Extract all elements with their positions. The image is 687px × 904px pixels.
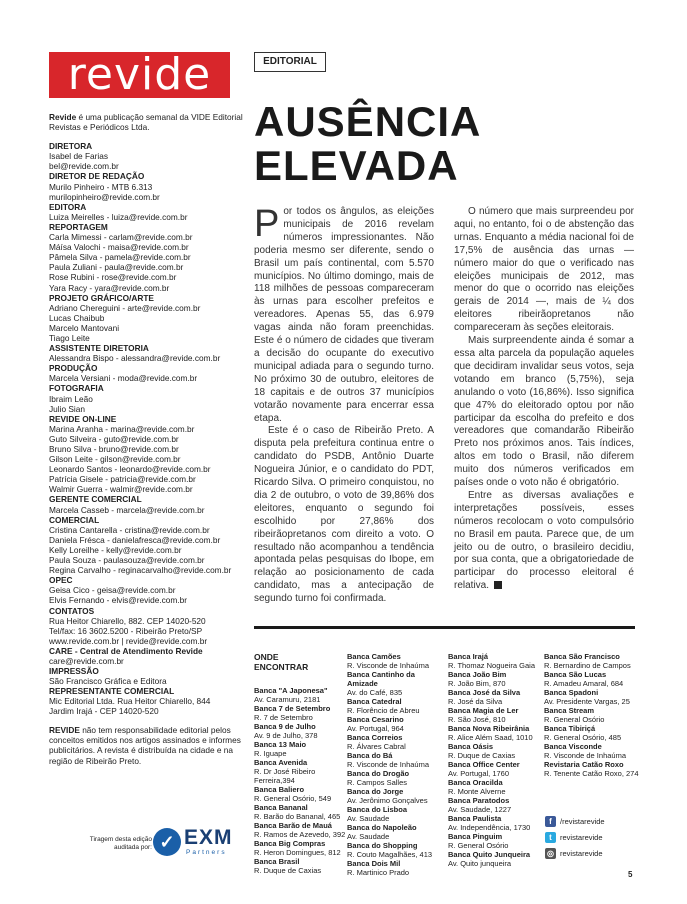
newsstand-name: Banca Office Center — [448, 760, 520, 769]
newsstand-name: Banca São Francisco — [544, 652, 620, 661]
newsstand-address: R. Álvares Cabral — [347, 742, 406, 751]
masthead-section-title: DIRETOR DE REDAÇÃO — [49, 171, 145, 182]
newsstand-name: Banca Bananal — [254, 803, 308, 812]
dropcap: P — [254, 203, 280, 245]
newsstand-name: Banca 7 de Setembro — [254, 704, 331, 713]
newsstand-address: R. Amadeu Amaral, 684 — [544, 679, 624, 688]
newsstand-name: Banca do Napoleão — [347, 823, 417, 832]
intro-name: Revide — [49, 112, 77, 122]
newsstand-address: R. Tenente Catão Roxo, 274 — [544, 769, 639, 778]
newsstand-address: R. Martinico Prado — [347, 868, 410, 877]
newsstand-name: Banca Big Compras — [254, 839, 326, 848]
masthead-line: Tel/fax: 16 3602.5200 - Ribeirão Preto/SP — [49, 625, 203, 636]
newsstand-address: R. Visconde de Inhaúma — [544, 751, 626, 760]
masthead-line[interactable]: Regina Carvalho - reginacarvalho@revide.com.br — [49, 565, 232, 576]
newsstand-address: R. Ramos de Azevedo, 392 — [254, 830, 346, 839]
headline-line-1: AUSÊNCIA — [254, 98, 482, 145]
newsstand-address: R. 7 de Setembro — [254, 713, 313, 722]
masthead-line[interactable]: Carla Mimessi - carlam@revide.com.br — [49, 232, 193, 243]
newsstand-name: Banca 13 Maio — [254, 740, 307, 749]
newsstand-column-4 — [544, 652, 644, 778]
masthead-line[interactable]: Luiza Meirelles - luiza@revide.com.br — [49, 211, 188, 222]
newsstand-name: Banca Avenida — [254, 758, 308, 767]
newsstand-address: R. General Osório — [448, 841, 509, 850]
revide-logo — [49, 49, 230, 100]
newsstand-address: R. Campos Salles — [347, 778, 408, 787]
newsstand-address: R. General Osório — [544, 715, 605, 724]
newsstand-address: Av. Quito junqueira — [448, 859, 512, 868]
newsstand-column-1 — [254, 686, 354, 875]
masthead-line[interactable]: Marcela Casseb - marcela@revide.com.br — [49, 504, 205, 515]
masthead-line: Marcelo Mantovani — [49, 322, 120, 333]
masthead-line[interactable]: Geisa Cico - geisa@revide.com.br — [49, 585, 176, 596]
social-handle: revistarevide — [560, 848, 603, 858]
masthead-section-title: OPEC — [49, 575, 73, 586]
masthead-line: Lucas Chaibub — [49, 312, 105, 323]
newsstand-name: Banca Visconde — [544, 742, 602, 751]
social-link[interactable] — [545, 829, 605, 845]
where-title-line-2: ENCONTRAR — [254, 662, 309, 672]
masthead-line: São Francisco Gráfica e Editora — [49, 676, 167, 687]
newsstand-address: R. Bernardino de Campos — [544, 661, 631, 670]
masthead-line[interactable]: Bruno Silva - bruno@revide.com.br — [49, 444, 179, 454]
masthead-section-title: CONTATOS — [49, 605, 95, 616]
newsstand-name: Banca Nova Ribeirânia — [448, 724, 530, 733]
masthead-line[interactable]: Guto Silveira - guto@revide.com.br — [49, 433, 179, 444]
logo-text: revide — [67, 49, 212, 100]
newsstand-address: Av. do Café, 835 — [347, 688, 403, 697]
masthead-section-title: REVIDE ON-LINE — [49, 413, 117, 424]
newsstand-name: Banca Correios — [347, 733, 403, 742]
newsstand-address: R. Iguape — [254, 749, 287, 758]
where-to-find-title — [254, 652, 308, 672]
masthead-line[interactable]: Elvis Fernando - elvis@revide.com.br — [49, 595, 187, 606]
intro-text: é uma publicação semanal da VIDE Editorial Revistas e Periódicos Ltda. — [49, 112, 243, 133]
newsstand-address: Av. 9 de Julho, 378 — [254, 731, 318, 740]
masthead-section-title: REPRESENTANTE COMERCIAL — [49, 686, 175, 697]
newsstand-name: Banca Cesarino — [347, 715, 404, 724]
masthead-line[interactable]: Leonardo Santos - leonardo@revide.com.br — [49, 464, 211, 475]
newsstand-name: Banca Baliero — [254, 785, 305, 794]
masthead-line[interactable]: Adriano Chereguini - arte@revide.com.br — [49, 302, 201, 313]
newsstand-name: Banca Stream — [544, 706, 595, 715]
article-paragraph-text: Entre as diversas avaliações e interpretações possíveis, esses números recolocam o voto compulsório no Brasil em pauta. Parece que, de um jeito ou de outro, o brasileiro decidiu, por sua conta, que a obrigatoriedade de participar do processo eleitoral é relativa. — [454, 489, 634, 592]
newsstand-name: Banca João Bim — [448, 670, 507, 679]
newsstand-address: Av. Portugal, 1760 — [448, 769, 510, 778]
masthead-section-title: COMERCIAL — [49, 514, 100, 525]
masthead-section-title: REPORTAGEM — [49, 221, 108, 232]
newsstand-address: R. Couto Magalhães, 413 — [347, 850, 433, 859]
newsstand-name: Banca Pinguim — [448, 832, 503, 841]
section-tag: EDITORIAL — [254, 52, 326, 72]
newsstand-name: Banca do Drogão — [347, 769, 410, 778]
newsstand-name: Banca Irajá — [448, 652, 489, 661]
newsstand-name: Banca Oracilda — [448, 778, 503, 787]
social-link[interactable] — [545, 845, 605, 861]
newsstand-address: R. Alice Além Saad, 1010 — [448, 733, 533, 742]
masthead-intro — [49, 112, 249, 132]
newsstand-name: Banca do Lisboa — [347, 805, 408, 814]
masthead-line[interactable]: bel@revide.com.br — [49, 161, 119, 172]
newsstand-address: Av. Caramuru, 2181 — [254, 695, 321, 704]
instagram-icon: ◎ — [545, 848, 556, 859]
masthead-line[interactable]: Pâmela Silva - pamela@revide.com.br — [49, 252, 191, 263]
newsstand-name: Banca Magia de Ler — [448, 706, 519, 715]
masthead-line[interactable]: Marina Aranha - marina@revide.com.br — [49, 423, 195, 434]
newsstand-address: R. Duque de Caxias — [448, 751, 516, 760]
newsstand-address: R. José da Silva — [448, 697, 503, 706]
masthead-line: Mic Editorial Ltda. Rua Heitor Chiarello, 844 — [49, 696, 211, 707]
masthead-sections — [49, 141, 249, 716]
article-column-1 — [254, 203, 434, 606]
newsstand-address: Av. Saudade — [347, 832, 390, 841]
newsstand-name: Banca Cantinho da Amizade — [347, 670, 415, 688]
masthead-line[interactable]: Paula Zuliani - paula@revide.com.br — [49, 262, 184, 273]
newsstand-address: R. Heron Domingues, 812 — [254, 848, 341, 857]
newsstand-address: R. Visconde de Inhaúma — [347, 760, 429, 769]
audit-block — [80, 826, 245, 860]
masthead-line[interactable]: Walmir Guerra - walmir@revide.com.br — [49, 484, 193, 495]
newsstand-name: Banca Catedral — [347, 697, 402, 706]
article-paragraph — [254, 203, 434, 425]
masthead-line[interactable]: murilopinheiro@revide.com.br — [49, 191, 160, 202]
masthead-line: Isabel de Farias — [49, 151, 109, 162]
resp-text: não tem responsabilidade editorial pelos conceitos emitidos nos artigos assinados e informes publicitários. A revista é distribuída na cidade e na região de Ribeirão Preto. — [49, 724, 241, 766]
facebook-icon: f — [545, 816, 556, 827]
newsstand-name: Banca Dois Mil — [347, 859, 401, 868]
masthead-line: Julio Sian — [49, 403, 85, 414]
masthead-line[interactable]: Patrícia Gisele - patricia@revide.com.br — [49, 474, 196, 485]
where-title-line-1: ONDE — [254, 652, 279, 662]
masthead-section-title: DIRETORA — [49, 141, 93, 152]
newsstand-name: Banca Camões — [347, 652, 401, 661]
social-handle: revistarevide — [560, 832, 603, 842]
article-paragraph: Mais surpreendente ainda é somar a essa alta parcela da população aqueles que decidiram invalidar seus votos, seja votando em branco (5,75%), seja anulando o voto (16,86%). Isso significa que 47% do eleitorado optou por não participar da escolha do prefeito e dos vereadores que comandarão Ribeirão Preto nos próximos anos. Tais índices, altos em todo o Brasil, não diferem muito dos números verificados em países onde o voto não é obrigatório. — [454, 335, 634, 489]
newsstand-name: Banca 9 de Julho — [254, 722, 316, 731]
masthead-section-title: ASSISTENTE DIRETORIA — [49, 343, 149, 354]
newsstand-name: Banca Quito Junqueira — [448, 850, 531, 859]
newsstand-address: Av. Portugal, 964 — [347, 724, 404, 733]
newsstand-name: Banca do Jorge — [347, 787, 404, 796]
responsibility-note — [49, 725, 249, 767]
social-links — [545, 813, 605, 861]
masthead-line[interactable]: Máísa Valochi - maisa@revide.com.br — [49, 242, 189, 253]
newsstand-address: R. São José, 810 — [448, 715, 506, 724]
masthead-section-title: IMPRESSÃO — [49, 666, 99, 677]
newsstand-name: Banca Paulista — [448, 814, 502, 823]
newsstand-name: Banca Spadoni — [544, 688, 599, 697]
masthead-line: Jardim Irajá - CEP 14020-520 — [49, 706, 159, 717]
newsstand-name: Banca Brasil — [254, 857, 300, 866]
exm-check-icon: ✓ — [153, 828, 181, 856]
newsstand-address: R. Thomaz Nogueira Gaia — [448, 661, 535, 670]
exm-logo-text: EXM — [184, 826, 233, 849]
article-paragraph-text: or todos os ângulos, as eleições municipais de 2016 revelam números impressionantes. Não poderia mesmo ser diferente, sendo o Brasil um país continental, com 5.570 municípios. No último domingo, mais de 118 milhões de pessoas compareceram às urnas para escolher prefeitos e vereadores. Apenas 55, das 6.979 vagas ainda não foram preenchidas. Este é o número de cidades que tiveram a decisão do ocupante do executivo municipal adiada para o segundo turno. No próximo 30 de outubro, eleitores de 18 capitais e de outros 37 municípios votarão novamente para encerrar essa etapa. — [254, 206, 434, 424]
article-paragraph: O número que mais surpreendeu por aqui, no entanto, foi o de abstenção das urnas. Enquanto a média nacional foi de 17,5% de ausência das urnas — número maior do que o verificado nas eleições municipais de 2012, mas menor do que o ocorrido nas eleições gerais de 2014 —, mais de ¼ dos eleitores ribeirãopretanos não compareceram às seções eleitorais. — [454, 206, 634, 334]
newsstand-address: Av. Jerônimo Gonçalves — [347, 796, 428, 805]
masthead-line[interactable]: Yara Racy - yara@revide.com.br — [49, 282, 170, 293]
headline-line-2: ELEVADA — [254, 142, 459, 189]
masthead-line: Murilo Pinheiro - MTB 6.313 — [49, 181, 153, 192]
newsstand-address: R. Barão do Bananal, 465 — [254, 812, 341, 821]
social-link[interactable] — [545, 813, 605, 829]
masthead-section-title: EDITORA — [49, 201, 87, 212]
masthead-line: Tiago Leite — [49, 332, 90, 343]
newsstand-address: R. Duque de Caxias — [254, 866, 322, 875]
masthead-line: Ibraim Leão — [49, 393, 93, 404]
masthead-line[interactable]: Cristina Cantarella - cristina@revide.com.br — [49, 524, 210, 535]
newsstand-name: Banca São Lucas — [544, 670, 607, 679]
newsstand-name: Banca do Shopping — [347, 841, 418, 850]
masthead-section-title: FOTOGRAFIA — [49, 383, 104, 394]
newsstand-name: Banca Paratodos — [448, 796, 510, 805]
masthead-line[interactable]: Marcela Versiani - moda@revide.com.br — [49, 373, 198, 384]
newsstand-address: Av. Independência, 1730 — [448, 823, 531, 832]
masthead-section-title: PROJETO GRÁFICO/ARTE — [49, 292, 154, 303]
newsstand-address: R. Visconde de Inhaúma — [347, 661, 429, 670]
masthead-section-title: GERENTE COMERCIAL — [49, 494, 142, 505]
masthead-line[interactable]: care@revide.com.br — [49, 655, 124, 666]
masthead-line[interactable]: Kelly Loreilhe - kelly@revide.com.br — [49, 544, 182, 555]
newsstand-address: R. General Osório, 549 — [254, 794, 332, 803]
newsstand-name: Banca Barão de Mauá — [254, 821, 332, 830]
newsstand-name: Banca Tibiriçá — [544, 724, 596, 733]
newsstand-address: R. Dr José Ribeiro Ferreira,394 — [254, 767, 316, 785]
masthead — [49, 112, 249, 766]
masthead-section-title: CARE - Central de Atendimento Revide — [49, 645, 203, 656]
page-number: 5 — [628, 870, 633, 879]
newsstand-name: Banca José da Silva — [448, 688, 521, 697]
exm-partners-text: Partners — [186, 849, 227, 856]
masthead-line: Rua Heitor Chiarello, 882. CEP 14020-520 — [49, 615, 206, 626]
newsstand-column-2 — [347, 652, 447, 877]
end-mark-icon — [494, 581, 502, 589]
masthead-line[interactable]: Rose Rubini - rose@revide.com.br — [49, 272, 177, 283]
social-handle: /revistarevide — [560, 816, 605, 826]
article-column-2 — [454, 206, 634, 593]
masthead-line[interactable]: Daniela Frésca - danielafresca@revide.com.br — [49, 534, 221, 545]
newsstand-name: Banca "A Japonesa" — [254, 686, 328, 695]
newsstand-address: R. Florêncio de Abreu — [347, 706, 420, 715]
newsstand-name: Banca do Bá — [347, 751, 393, 760]
newsstand-address: R. João Bim, 870 — [448, 679, 506, 688]
masthead-line[interactable]: www.revide.com.br | revide@revide.com.br — [49, 635, 208, 646]
newsstand-address: Av. Saudade — [347, 814, 390, 823]
masthead-section-title: PRODUÇÃO — [49, 363, 98, 374]
masthead-line[interactable]: Alessandra Bispo - alessandra@revide.com.br — [49, 353, 221, 364]
newsstand-address: R. General Osório, 485 — [544, 733, 622, 742]
newsstand-column-3 — [448, 652, 548, 868]
twitter-icon: t — [545, 832, 556, 843]
audit-text: Tiragem desta edição auditada por: — [89, 836, 152, 851]
newsstand-name: Revistaria Catão Roxo — [544, 760, 624, 769]
masthead-line[interactable]: Paula Souza - paulasouza@revide.com.br — [49, 555, 205, 566]
article-paragraph — [454, 490, 634, 593]
newsstand-address: Av. Presidente Vargas, 25 — [544, 697, 630, 706]
masthead-line[interactable]: Gilson Leite - gilson@revide.com.br — [49, 454, 181, 465]
section-divider — [254, 626, 635, 629]
resp-name: REVIDE — [49, 724, 80, 735]
article-paragraph: Este é o caso de Ribeirão Preto. A disputa pela prefeitura continua entre o candidato do PSDB, Antônio Duarte Nogueira Júnior, e o candidato do PDT, Ricardo Silva. O primeiro conquistou, no dia 2 de outubro, o voto de 39,86% dos eleitores, enquanto o segundo foi escolhido por 27,86% dos ribeirãopretanos com direito a voto. O resultado não acompanhou a tendência apontada pelas pesquisas do Ibope, em relação ao posicionamento de cada candidato, mas a antecipação de segundo turno foi confirmada. — [254, 425, 434, 605]
newsstand-address: Av. Saudade, 1227 — [448, 805, 512, 814]
newsstand-address: R. Monte Alverne — [448, 787, 506, 796]
newsstand-name: Banca Oásis — [448, 742, 494, 751]
headline — [254, 100, 481, 188]
